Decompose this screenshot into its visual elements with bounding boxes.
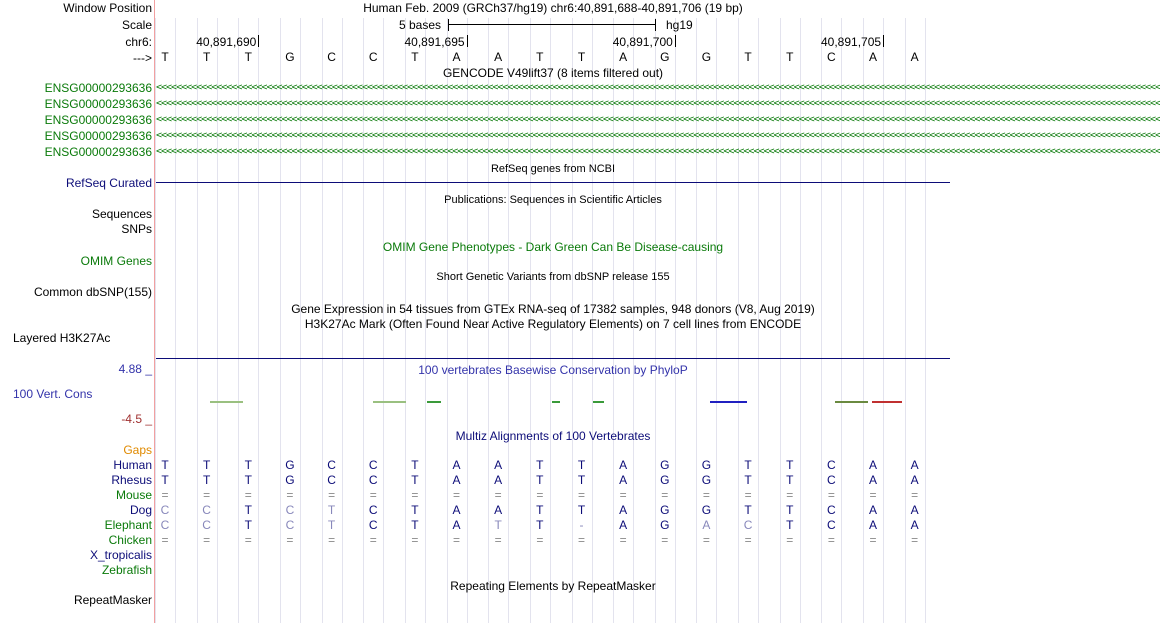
cons-min-label: -4.5 _ bbox=[121, 412, 152, 426]
strand-label: ---> bbox=[133, 51, 152, 65]
alignment-base: A bbox=[452, 473, 461, 487]
alignment-base: = bbox=[744, 488, 752, 502]
alignment-base: T bbox=[411, 518, 419, 532]
reference-base: C bbox=[327, 50, 336, 64]
alignment-base: A bbox=[619, 503, 628, 517]
alignment-base: G bbox=[660, 518, 670, 532]
gencode-transcript[interactable]: <<<<<<<<<<<<<<<<<<<<<<<<<<<<<<<<<<<<<<<<<<<<<<<<<<<<<<<<<<<<<<<<<<<<<<<<<<<<<<<<<<<<<<<<<<<<<<<<<<<<<<<<<<<<<<<<<<<<<<<<<<<<<<<<<<<<<<<<<<<<<<<<<<<<<<<<<<<<<<<<<<<<<<<<<<<<<<<<<<<<<<<<<<<<<<<<<<<<<<<< bbox=[156, 130, 1160, 141]
alignment-base: = bbox=[661, 533, 669, 547]
alignment-base: T bbox=[786, 458, 794, 472]
scale-bases: 5 bases bbox=[399, 18, 442, 32]
alignment-base: C bbox=[827, 473, 836, 487]
gencode-track-title: GENCODE V49lift37 (8 items filtered out) bbox=[442, 66, 664, 80]
alignment-base: = bbox=[702, 533, 710, 547]
dbsnp-track-title: Short Genetic Variants from dbSNP release 155 bbox=[436, 271, 670, 283]
alignment-base: C bbox=[327, 458, 336, 472]
alignment-base: = bbox=[453, 488, 461, 502]
alignment-base: T bbox=[244, 458, 252, 472]
reference-base: A bbox=[910, 50, 919, 64]
species-label-xtropicalis: X_tropicalis bbox=[89, 548, 152, 562]
alignment-base: T bbox=[202, 473, 211, 487]
alignment-base: C bbox=[368, 473, 378, 487]
alignment-base: A bbox=[910, 473, 919, 487]
alignment-base: = bbox=[369, 488, 377, 502]
alignment-base: A bbox=[494, 458, 503, 472]
conservation-mark bbox=[710, 401, 747, 403]
alignment-base: G bbox=[660, 473, 670, 487]
reference-base: T bbox=[161, 50, 169, 64]
reference-base: T bbox=[202, 50, 211, 64]
alignment-base: T bbox=[786, 503, 794, 517]
alignment-base: = bbox=[661, 488, 669, 502]
conservation-mark bbox=[373, 401, 406, 403]
reference-base: A bbox=[494, 50, 503, 64]
alignment-base: = bbox=[786, 533, 794, 547]
track-label-column bbox=[0, 0, 155, 623]
alignment-base: = bbox=[911, 488, 919, 502]
alignment-base: T bbox=[161, 473, 169, 487]
species-label-human: Human bbox=[113, 458, 152, 472]
refseq-track-title: RefSeq genes from NCBI bbox=[490, 163, 616, 175]
alignment-base: A bbox=[452, 503, 461, 517]
alignment-base: = bbox=[619, 488, 627, 502]
ruler-tick-label: 40,891,705 bbox=[820, 35, 882, 49]
alignment-base: T bbox=[577, 458, 586, 472]
conservation-mark bbox=[593, 401, 603, 403]
alignment-base: T bbox=[244, 473, 252, 487]
ruler-tick bbox=[258, 35, 259, 47]
gencode-transcript[interactable]: <<<<<<<<<<<<<<<<<<<<<<<<<<<<<<<<<<<<<<<<<<<<<<<<<<<<<<<<<<<<<<<<<<<<<<<<<<<<<<<<<<<<<<<<<<<<<<<<<<<<<<<<<<<<<<<<<<<<<<<<<<<<<<<<<<<<<<<<<<<<<<<<<<<<<<<<<<<<<<<<<<<<<<<<<<<<<<<<<<<<<<<<<<<<<<<<<<<<<<<< bbox=[156, 146, 1160, 157]
scale-bar bbox=[448, 18, 656, 32]
alignment-base: = bbox=[827, 488, 835, 502]
alignment-base: G bbox=[701, 458, 712, 472]
reference-base: T bbox=[244, 50, 252, 64]
alignment-base: G bbox=[285, 458, 295, 472]
reference-base: T bbox=[786, 50, 794, 64]
gtex-track-title: Gene Expression in 54 tissues from GTEx RNA-seq of 17382 samples, 948 donors (V8, Aug 2019) bbox=[291, 302, 815, 316]
repeatmasker-track-title: Repeating Elements by RepeatMasker bbox=[450, 579, 656, 593]
alignment-base: = bbox=[161, 533, 169, 547]
alignment-base: = bbox=[577, 488, 585, 502]
genome-browser-image[interactable] bbox=[156, 0, 1160, 623]
alignment-base: A bbox=[494, 503, 503, 517]
alignment-base: = bbox=[744, 533, 752, 547]
alignment-base: A bbox=[910, 503, 919, 517]
species-label-zebrafish: Zebrafish bbox=[101, 563, 152, 577]
reference-base: G bbox=[285, 50, 295, 64]
species-label-elephant: Elephant bbox=[104, 518, 152, 532]
alignment-base: = bbox=[869, 533, 877, 547]
species-label-dog: Dog bbox=[129, 503, 152, 517]
window-position-value: Human Feb. 2009 (GRCh37/hg19) chr6:40,891,688-40,891,706 (19 bp) bbox=[363, 1, 743, 15]
alignment-base: C bbox=[160, 503, 170, 517]
conservation-mark bbox=[210, 401, 243, 403]
alignment-base: = bbox=[328, 533, 336, 547]
reference-base: A bbox=[619, 50, 628, 64]
gencode-transcript[interactable]: <<<<<<<<<<<<<<<<<<<<<<<<<<<<<<<<<<<<<<<<<<<<<<<<<<<<<<<<<<<<<<<<<<<<<<<<<<<<<<<<<<<<<<<<<<<<<<<<<<<<<<<<<<<<<<<<<<<<<<<<<<<<<<<<<<<<<<<<<<<<<<<<<<<<<<<<<<<<<<<<<<<<<<<<<<<<<<<<<<<<<<<<<<<<<<<<<<<<<<<< bbox=[156, 114, 1160, 125]
alignment-base: C bbox=[202, 503, 211, 517]
snps-label[interactable]: SNPs bbox=[121, 222, 152, 236]
gencode-item-label[interactable]: ENSG00000293636 bbox=[44, 81, 152, 95]
conservation-mark bbox=[552, 401, 560, 403]
scale-label: Scale bbox=[121, 18, 152, 32]
alignment-base: A bbox=[869, 458, 878, 472]
alignment-base: T bbox=[161, 458, 169, 472]
alignment-base: T bbox=[536, 518, 544, 532]
gencode-item-label[interactable]: ENSG00000293636 bbox=[44, 97, 152, 111]
alignment-base: G bbox=[660, 458, 670, 472]
refseq-curated-label[interactable]: RefSeq Curated bbox=[65, 176, 152, 190]
reference-base: G bbox=[660, 50, 670, 64]
reference-sequence bbox=[156, 50, 950, 65]
alignment-base: = bbox=[702, 488, 710, 502]
alignment-base: = bbox=[203, 533, 211, 547]
alignment-base: A bbox=[619, 458, 628, 472]
alignment-base: = bbox=[244, 488, 252, 502]
alignment-base: G bbox=[701, 503, 712, 517]
alignment-base: = bbox=[161, 488, 169, 502]
alignment-base: A bbox=[702, 518, 711, 532]
alignment-base: T bbox=[411, 458, 419, 472]
alignment-base: C bbox=[285, 503, 295, 517]
alignment-base: T bbox=[577, 503, 586, 517]
gencode-item-label[interactable]: ENSG00000293636 bbox=[44, 113, 152, 127]
alignment-base: = bbox=[619, 533, 627, 547]
alignment-base: C bbox=[827, 503, 836, 517]
ruler-tick bbox=[883, 35, 884, 47]
ruler-tick bbox=[675, 35, 676, 47]
alignment-base: = bbox=[827, 533, 835, 547]
conservation-mark bbox=[835, 401, 868, 403]
alignment-base: G bbox=[701, 473, 712, 487]
conservation-mark bbox=[872, 401, 901, 403]
alignment-base: = bbox=[203, 488, 211, 502]
alignment-base: T bbox=[536, 503, 544, 517]
h3k27ac-baseline bbox=[156, 358, 950, 359]
alignment-base: = bbox=[244, 533, 252, 547]
ruler-tick-label: 40,891,695 bbox=[404, 35, 465, 49]
reference-base: C bbox=[368, 50, 378, 64]
alignment-base: = bbox=[286, 533, 294, 547]
alignment-base: C bbox=[827, 458, 836, 472]
alignment-base: A bbox=[869, 518, 878, 532]
alignment-base: = bbox=[494, 488, 502, 502]
alignment-base: C bbox=[368, 458, 378, 472]
repeatmasker-label[interactable]: RepeatMasker bbox=[73, 593, 152, 607]
alignment-base: G bbox=[660, 503, 670, 517]
ruler-tick bbox=[467, 35, 468, 47]
alignment-base: = bbox=[869, 488, 877, 502]
gencode-transcript[interactable]: <<<<<<<<<<<<<<<<<<<<<<<<<<<<<<<<<<<<<<<<<<<<<<<<<<<<<<<<<<<<<<<<<<<<<<<<<<<<<<<<<<<<<<<<<<<<<<<<<<<<<<<<<<<<<<<<<<<<<<<<<<<<<<<<<<<<<<<<<<<<<<<<<<<<<<<<<<<<<<<<<<<<<<<<<<<<<<<<<<<<<<<<<<<<<<<<<<<<<<<< bbox=[156, 82, 1160, 93]
alignment-base: T bbox=[327, 503, 336, 517]
alignment-base: C bbox=[368, 518, 378, 532]
alignment-base: = bbox=[369, 533, 377, 547]
alignment-base: C bbox=[827, 518, 836, 532]
reference-base: T bbox=[411, 50, 419, 64]
alignment-base: = bbox=[411, 533, 419, 547]
alignment-base: T bbox=[744, 473, 752, 487]
alignment-base: T bbox=[786, 518, 794, 532]
sequences-label[interactable]: Sequences bbox=[91, 207, 152, 221]
alignment-base: = bbox=[328, 488, 336, 502]
reference-base: T bbox=[536, 50, 544, 64]
conservation-mark bbox=[427, 401, 442, 403]
species-label-mouse: Mouse bbox=[115, 488, 152, 502]
alignment-base: = bbox=[411, 488, 419, 502]
alignment-base: A bbox=[619, 518, 628, 532]
alignment-base: T bbox=[536, 473, 544, 487]
alignment-base: = bbox=[453, 533, 461, 547]
alignment-base: C bbox=[327, 473, 336, 487]
h3k27ac-track-title: H3K27Ac Mark (Often Found Near Active Regulatory Elements) on 7 cell lines from ENCODE bbox=[304, 317, 802, 331]
alignment-base: A bbox=[452, 518, 461, 532]
alignment-base: T bbox=[744, 503, 752, 517]
refseq-gene-line[interactable] bbox=[156, 182, 950, 183]
alignment-base: C bbox=[743, 518, 753, 532]
alignment-base: C bbox=[160, 518, 170, 532]
omim-track-title: OMIM Gene Phenotypes - Dark Green Can Be Disease-causing bbox=[382, 240, 724, 254]
alignment-base: = bbox=[911, 533, 919, 547]
alignment-base: A bbox=[619, 473, 628, 487]
alignment-base: A bbox=[869, 473, 878, 487]
alignment-base: A bbox=[494, 473, 503, 487]
alignment-base: T bbox=[244, 518, 252, 532]
alignment-base: = bbox=[536, 533, 544, 547]
alignment-base: = bbox=[286, 488, 294, 502]
publications-track-title: Publications: Sequences in Scientific Articles bbox=[444, 194, 662, 206]
conservation-track-title: 100 vertebrates Basewise Conservation by PhyloP bbox=[418, 363, 688, 377]
vert-cons-label[interactable]: 100 Vert. Cons bbox=[13, 387, 93, 401]
alignment-base: A bbox=[869, 503, 878, 517]
alignment-base: C bbox=[368, 503, 378, 517]
omim-genes-label[interactable]: OMIM Genes bbox=[80, 254, 152, 268]
alignment-base: T bbox=[244, 503, 252, 517]
multiz-track-title: Multiz Alignments of 100 Vertebrates bbox=[455, 429, 651, 443]
alignment-base: T bbox=[202, 458, 211, 472]
ruler-tick-label: 40,891,690 bbox=[196, 35, 257, 49]
alignment-base: = bbox=[577, 533, 585, 547]
chrom-label: chr6: bbox=[125, 35, 152, 49]
alignment-base: T bbox=[411, 473, 419, 487]
alignment-base: T bbox=[411, 503, 419, 517]
alignment-base: T bbox=[494, 518, 502, 532]
gencode-transcript[interactable]: <<<<<<<<<<<<<<<<<<<<<<<<<<<<<<<<<<<<<<<<<<<<<<<<<<<<<<<<<<<<<<<<<<<<<<<<<<<<<<<<<<<<<<<<<<<<<<<<<<<<<<<<<<<<<<<<<<<<<<<<<<<<<<<<<<<<<<<<<<<<<<<<<<<<<<<<<<<<<<<<<<<<<<<<<<<<<<<<<<<<<<<<<<<<<<<<<<<<<<<< bbox=[156, 98, 1160, 109]
alignment-base: C bbox=[202, 518, 211, 532]
alignment-base: T bbox=[577, 473, 586, 487]
gaps-label: Gaps bbox=[123, 443, 152, 457]
alignment-base: A bbox=[910, 458, 919, 472]
common-dbsnp-label[interactable]: Common dbSNP(155) bbox=[33, 285, 152, 299]
alignment-base: T bbox=[536, 458, 544, 472]
reference-base: A bbox=[869, 50, 878, 64]
alignment-base: T bbox=[327, 518, 336, 532]
reference-base: C bbox=[827, 50, 836, 64]
species-label-chicken: Chicken bbox=[108, 533, 152, 547]
cons-max-label: 4.88 _ bbox=[118, 362, 152, 376]
gencode-item-label[interactable]: ENSG00000293636 bbox=[44, 145, 152, 159]
ruler-tick-label: 40,891,700 bbox=[612, 35, 673, 49]
alignment-base: T bbox=[786, 473, 794, 487]
reference-base: A bbox=[452, 50, 461, 64]
alignment-base: A bbox=[452, 458, 461, 472]
alignment-base: A bbox=[910, 518, 919, 532]
alignment-base: = bbox=[786, 488, 794, 502]
window-position-label: Window Position bbox=[63, 1, 152, 15]
species-label-rhesus: Rhesus bbox=[111, 473, 152, 487]
alignment-base: C bbox=[285, 518, 295, 532]
alignment-base: T bbox=[744, 458, 752, 472]
reference-base: G bbox=[701, 50, 712, 64]
alignment-base: G bbox=[285, 473, 295, 487]
alignment-base: = bbox=[494, 533, 502, 547]
layered-h3k27ac-label[interactable]: Layered H3K27Ac bbox=[13, 331, 111, 345]
alignment-base: - bbox=[579, 518, 584, 532]
reference-base: T bbox=[744, 50, 752, 64]
scale-db: hg19 bbox=[666, 18, 693, 32]
alignment-base: = bbox=[536, 488, 544, 502]
reference-base: T bbox=[577, 50, 586, 64]
gencode-item-label[interactable]: ENSG00000293636 bbox=[44, 129, 152, 143]
